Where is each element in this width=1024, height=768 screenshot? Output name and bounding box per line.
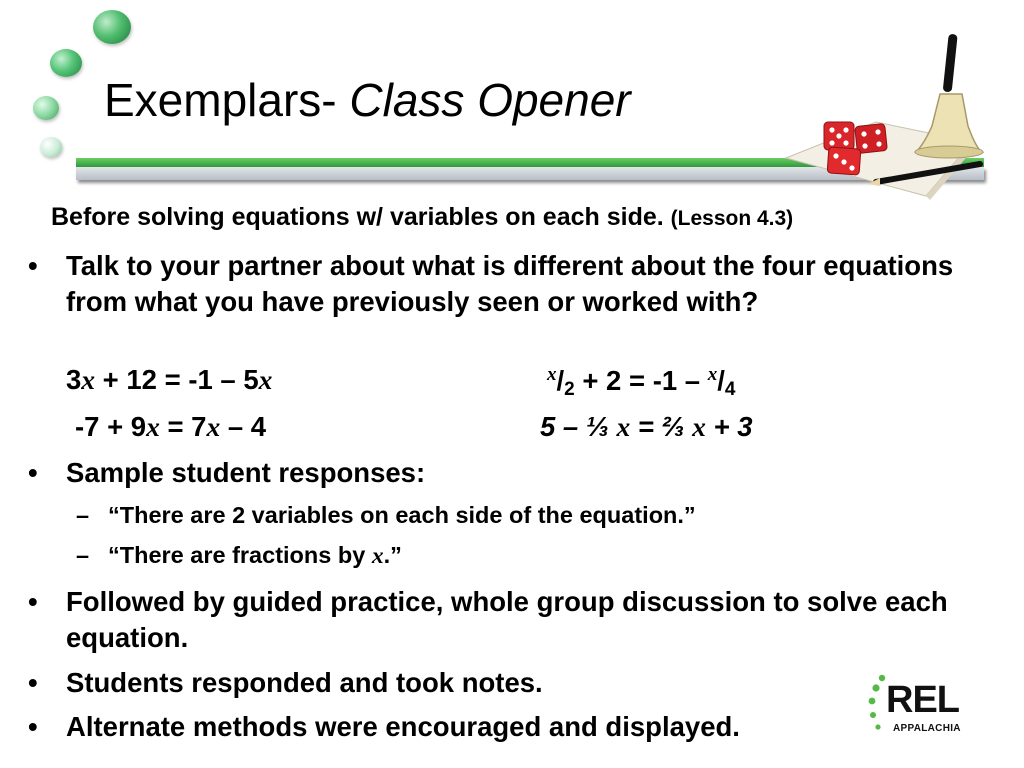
- decorative-bubble-3: [33, 96, 59, 120]
- bullet-text-4: Students responded and took notes.: [66, 667, 543, 698]
- logo-subtitle: APPALACHIA: [893, 723, 961, 734]
- die-2: [855, 124, 888, 154]
- eq4-var: x: [616, 411, 631, 442]
- eq4-var-2: x: [692, 411, 706, 442]
- equation-2: [547, 364, 735, 401]
- eq3-part-a: -7 + 9: [75, 411, 147, 442]
- decorative-bubble-4: [40, 137, 62, 157]
- slide-title: [104, 73, 631, 127]
- eq2-slash-2: /: [717, 365, 725, 396]
- eq1-part-a: 3: [66, 364, 82, 395]
- response-text-2-pre: “There are fractions by: [108, 542, 372, 568]
- bullet-text-5: Alternate methods were encouraged and displayed.: [66, 711, 740, 742]
- equation-3: [75, 411, 266, 443]
- eq4-part-b: = ⅔: [630, 411, 693, 442]
- dash-marker: –: [76, 542, 90, 568]
- eq2-denominator: 2: [564, 379, 575, 400]
- bullet-text-3: Followed by guided practice, whole group discussion to solve each equation.: [66, 586, 948, 653]
- eq3-part-c: – 4: [220, 411, 267, 442]
- subheading-main: Before solving equations w/ variables on each side.: [51, 203, 664, 231]
- decorative-bubble-1: [93, 10, 131, 44]
- bullet-marker: •: [28, 667, 38, 698]
- eq4-part-a: 5 – ⅓: [540, 411, 617, 442]
- bullet-marker: •: [28, 586, 38, 617]
- bell-rim: [915, 146, 983, 158]
- equation-4: [540, 411, 753, 443]
- bell-handle: [943, 34, 958, 93]
- eq4-part-c: + 3: [705, 411, 753, 442]
- bell-body: [916, 94, 982, 152]
- eq2-slash: /: [556, 365, 565, 396]
- subheading: [51, 203, 793, 232]
- eq3-var-2: x: [206, 411, 221, 442]
- bullet-marker: •: [28, 250, 38, 281]
- die-1: [824, 122, 854, 150]
- bullet-text-2: Sample student responses:: [66, 457, 426, 488]
- die-3: [827, 147, 861, 175]
- eq1-var-2: x: [258, 364, 273, 395]
- response-item-1: [76, 502, 696, 529]
- subheading-lesson-ref: (Lesson 4.3): [670, 207, 794, 230]
- response-text-1: “There are 2 variables on each side of the equation.”: [108, 502, 696, 528]
- eq1-part-b: + 12 = -1 – 5: [95, 364, 259, 395]
- title-italic: Class Opener: [349, 74, 631, 126]
- equation-1: [66, 364, 272, 396]
- eq2-middle: + 2 = -1 –: [574, 365, 708, 396]
- eq3-var: x: [146, 411, 160, 442]
- bullet-marker: •: [28, 457, 38, 488]
- logo-name: REL: [886, 679, 959, 721]
- decorative-bubble-2: [50, 49, 82, 77]
- response-item-2: [76, 542, 402, 570]
- eq2-denominator-2: 4: [724, 379, 736, 400]
- eq2-numerator-2: x: [707, 364, 718, 385]
- dice-bell-clipart: [776, 30, 990, 200]
- title-plain: Exemplars-: [104, 74, 350, 126]
- response-text-2-post: .”: [383, 542, 402, 568]
- eq1-var: x: [81, 364, 96, 395]
- response-text-2-var: x: [371, 543, 384, 569]
- bullet-text-1: Talk to your partner about what is different about the four equations from what you have previously seen or worked with?: [66, 250, 954, 317]
- eq2-numerator: x: [547, 364, 557, 385]
- dash-marker: –: [76, 502, 90, 528]
- eq3-part-b: = 7: [159, 411, 207, 442]
- bullet-marker: •: [28, 711, 38, 742]
